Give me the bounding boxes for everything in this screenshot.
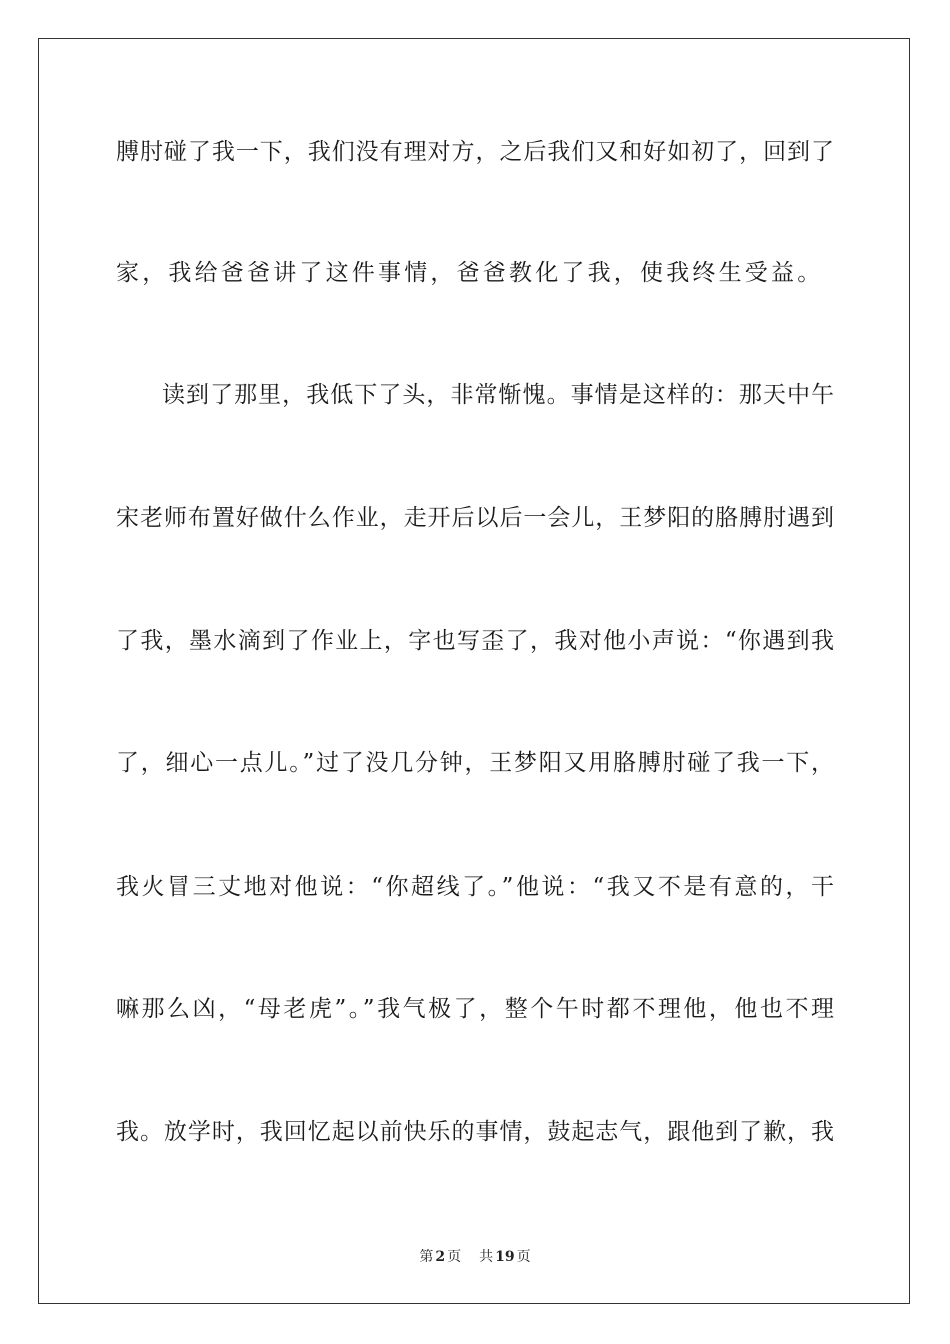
text-line-8: 嘛那么凶，“母老虎”。”我气极了，整个午时都不理他，他也不理	[116, 996, 834, 1022]
text-line-4: 宋老师布置好做什么作业，走开后以后一会儿，王梦阳的胳膊肘遇到	[116, 505, 834, 531]
page-border	[38, 38, 910, 1304]
text-line-7: 我火冒三丈地对他说：“你超线了。”他说：“我又不是有意的，干	[116, 874, 834, 900]
total-suffix: 页	[516, 1249, 531, 1265]
total-pages: 19	[495, 1249, 515, 1265]
text-line-9: 我。放学时，我回忆起以前快乐的事情，鼓起志气，跟他到了歉，我	[116, 1119, 834, 1145]
total-prefix: 共	[479, 1249, 494, 1265]
page-number: 2	[435, 1249, 446, 1265]
text-line-6: 了，细心一点儿。”过了没几分钟，王梦阳又用胳膊肘碰了我一下，	[116, 750, 834, 776]
text-line-1: 膊肘碰了我一下，我们没有理对方，之后我们又和好如初了，回到了	[116, 139, 834, 165]
page-suffix: 页	[447, 1249, 462, 1265]
text-line-2: 家，我给爸爸讲了这件事情，爸爸教化了我，使我终生受益。	[116, 260, 824, 286]
text-line-3: 读到了那里，我低下了头，非常惭愧。事情是这样的：那天中午	[162, 382, 834, 408]
page-footer	[0, 1248, 950, 1266]
text-line-5: 了我，墨水滴到了作业上，字也写歪了，我对他小声说：“你遇到我	[116, 628, 834, 654]
page-prefix: 第	[419, 1249, 434, 1265]
